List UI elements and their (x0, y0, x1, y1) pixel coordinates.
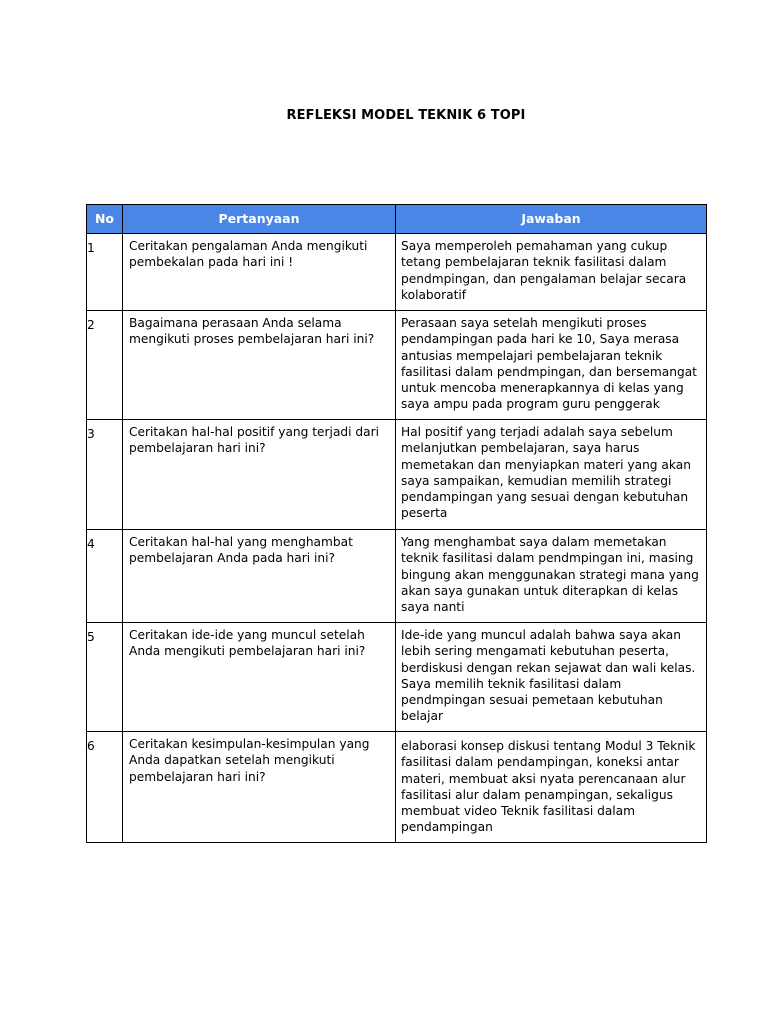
table-row (87, 530, 707, 623)
question-cell: Ceritakan hal-hal yang menghambat pembelajaran Anda pada hari ini? (123, 530, 396, 623)
row-number: 1 (87, 234, 123, 311)
header-question: Pertanyaan (123, 205, 396, 234)
answer-cell: Hal positif yang terjadi adalah saya sebelum melanjutkan pembelajaran, saya harus memetakan dan menyiapkan materi yang akan saya sampaikan, kemudian memilih strategi pendampingan yang sesuai dengan kebutuhan peserta (396, 420, 707, 530)
table-row (87, 234, 707, 311)
question-cell: Bagaimana perasaan Anda selama mengikuti proses pembelajaran hari ini? (123, 311, 396, 420)
row-number: 2 (87, 311, 123, 420)
table-row (87, 623, 707, 732)
answer-cell: Saya memperoleh pemahaman yang cukup tetang pembelajaran teknik fasilitasi dalam pendmpingan, dan pengalaman belajar secara kolaboratif (396, 234, 707, 311)
row-number: 4 (87, 530, 123, 623)
table-header-row (87, 205, 707, 234)
table-row (87, 420, 707, 530)
answer-cell: elaborasi konsep diskusi tentang Modul 3 Teknik fasilitasi dalam pendampingan, koneksi antar materi, membuat aksi nyata perencanaan alur fasilitasi alur dalam penampingan, sekaligus membuat video Teknik fasilitasi dalam pendampingan (396, 732, 707, 843)
page-title: REFLEKSI MODEL TEKNIK 6 TOPI (286, 108, 526, 123)
question-cell: Ceritakan ide-ide yang muncul setelah Anda mengikuti pembelajaran hari ini? (123, 623, 396, 732)
question-cell: Ceritakan pengalaman Anda mengikuti pembekalan pada hari ini ! (123, 234, 396, 311)
reflection-table (86, 204, 707, 843)
table-row (87, 732, 707, 843)
answer-cell: Perasaan saya setelah mengikuti proses pendampingan pada hari ke 10, Saya merasa antusias mempelajari pembelajaran teknik fasilitasi dalam pendmpingan, dan bersemangat untuk mencoba menerapkannya di kelas yang saya ampu pada program guru penggerak (396, 311, 707, 420)
table-row (87, 311, 707, 420)
question-cell: Ceritakan kesimpulan-kesimpulan yang Anda dapatkan setelah mengikuti pembelajaran hari ini? (123, 732, 396, 843)
row-number: 6 (87, 732, 123, 843)
question-cell: Ceritakan hal-hal positif yang terjadi dari pembelajaran hari ini? (123, 420, 396, 530)
answer-cell: Yang menghambat saya dalam memetakan teknik fasilitasi dalam pendmpingan ini, masing bingung akan menggunakan strategi mana yang akan saya gunakan untuk diterapkan di kelas saya nanti (396, 530, 707, 623)
header-no: No (87, 205, 123, 234)
answer-cell: Ide-ide yang muncul adalah bahwa saya akan lebih sering mengamati kebutuhan peserta, berdiskusi dengan rekan sejawat dan wali kelas. Saya memilih teknik fasilitasi dalam pendmpingan sesuai pemetaan kebutuhan belajar (396, 623, 707, 732)
row-number: 3 (87, 420, 123, 530)
row-number: 5 (87, 623, 123, 732)
header-answer: Jawaban (396, 205, 707, 234)
